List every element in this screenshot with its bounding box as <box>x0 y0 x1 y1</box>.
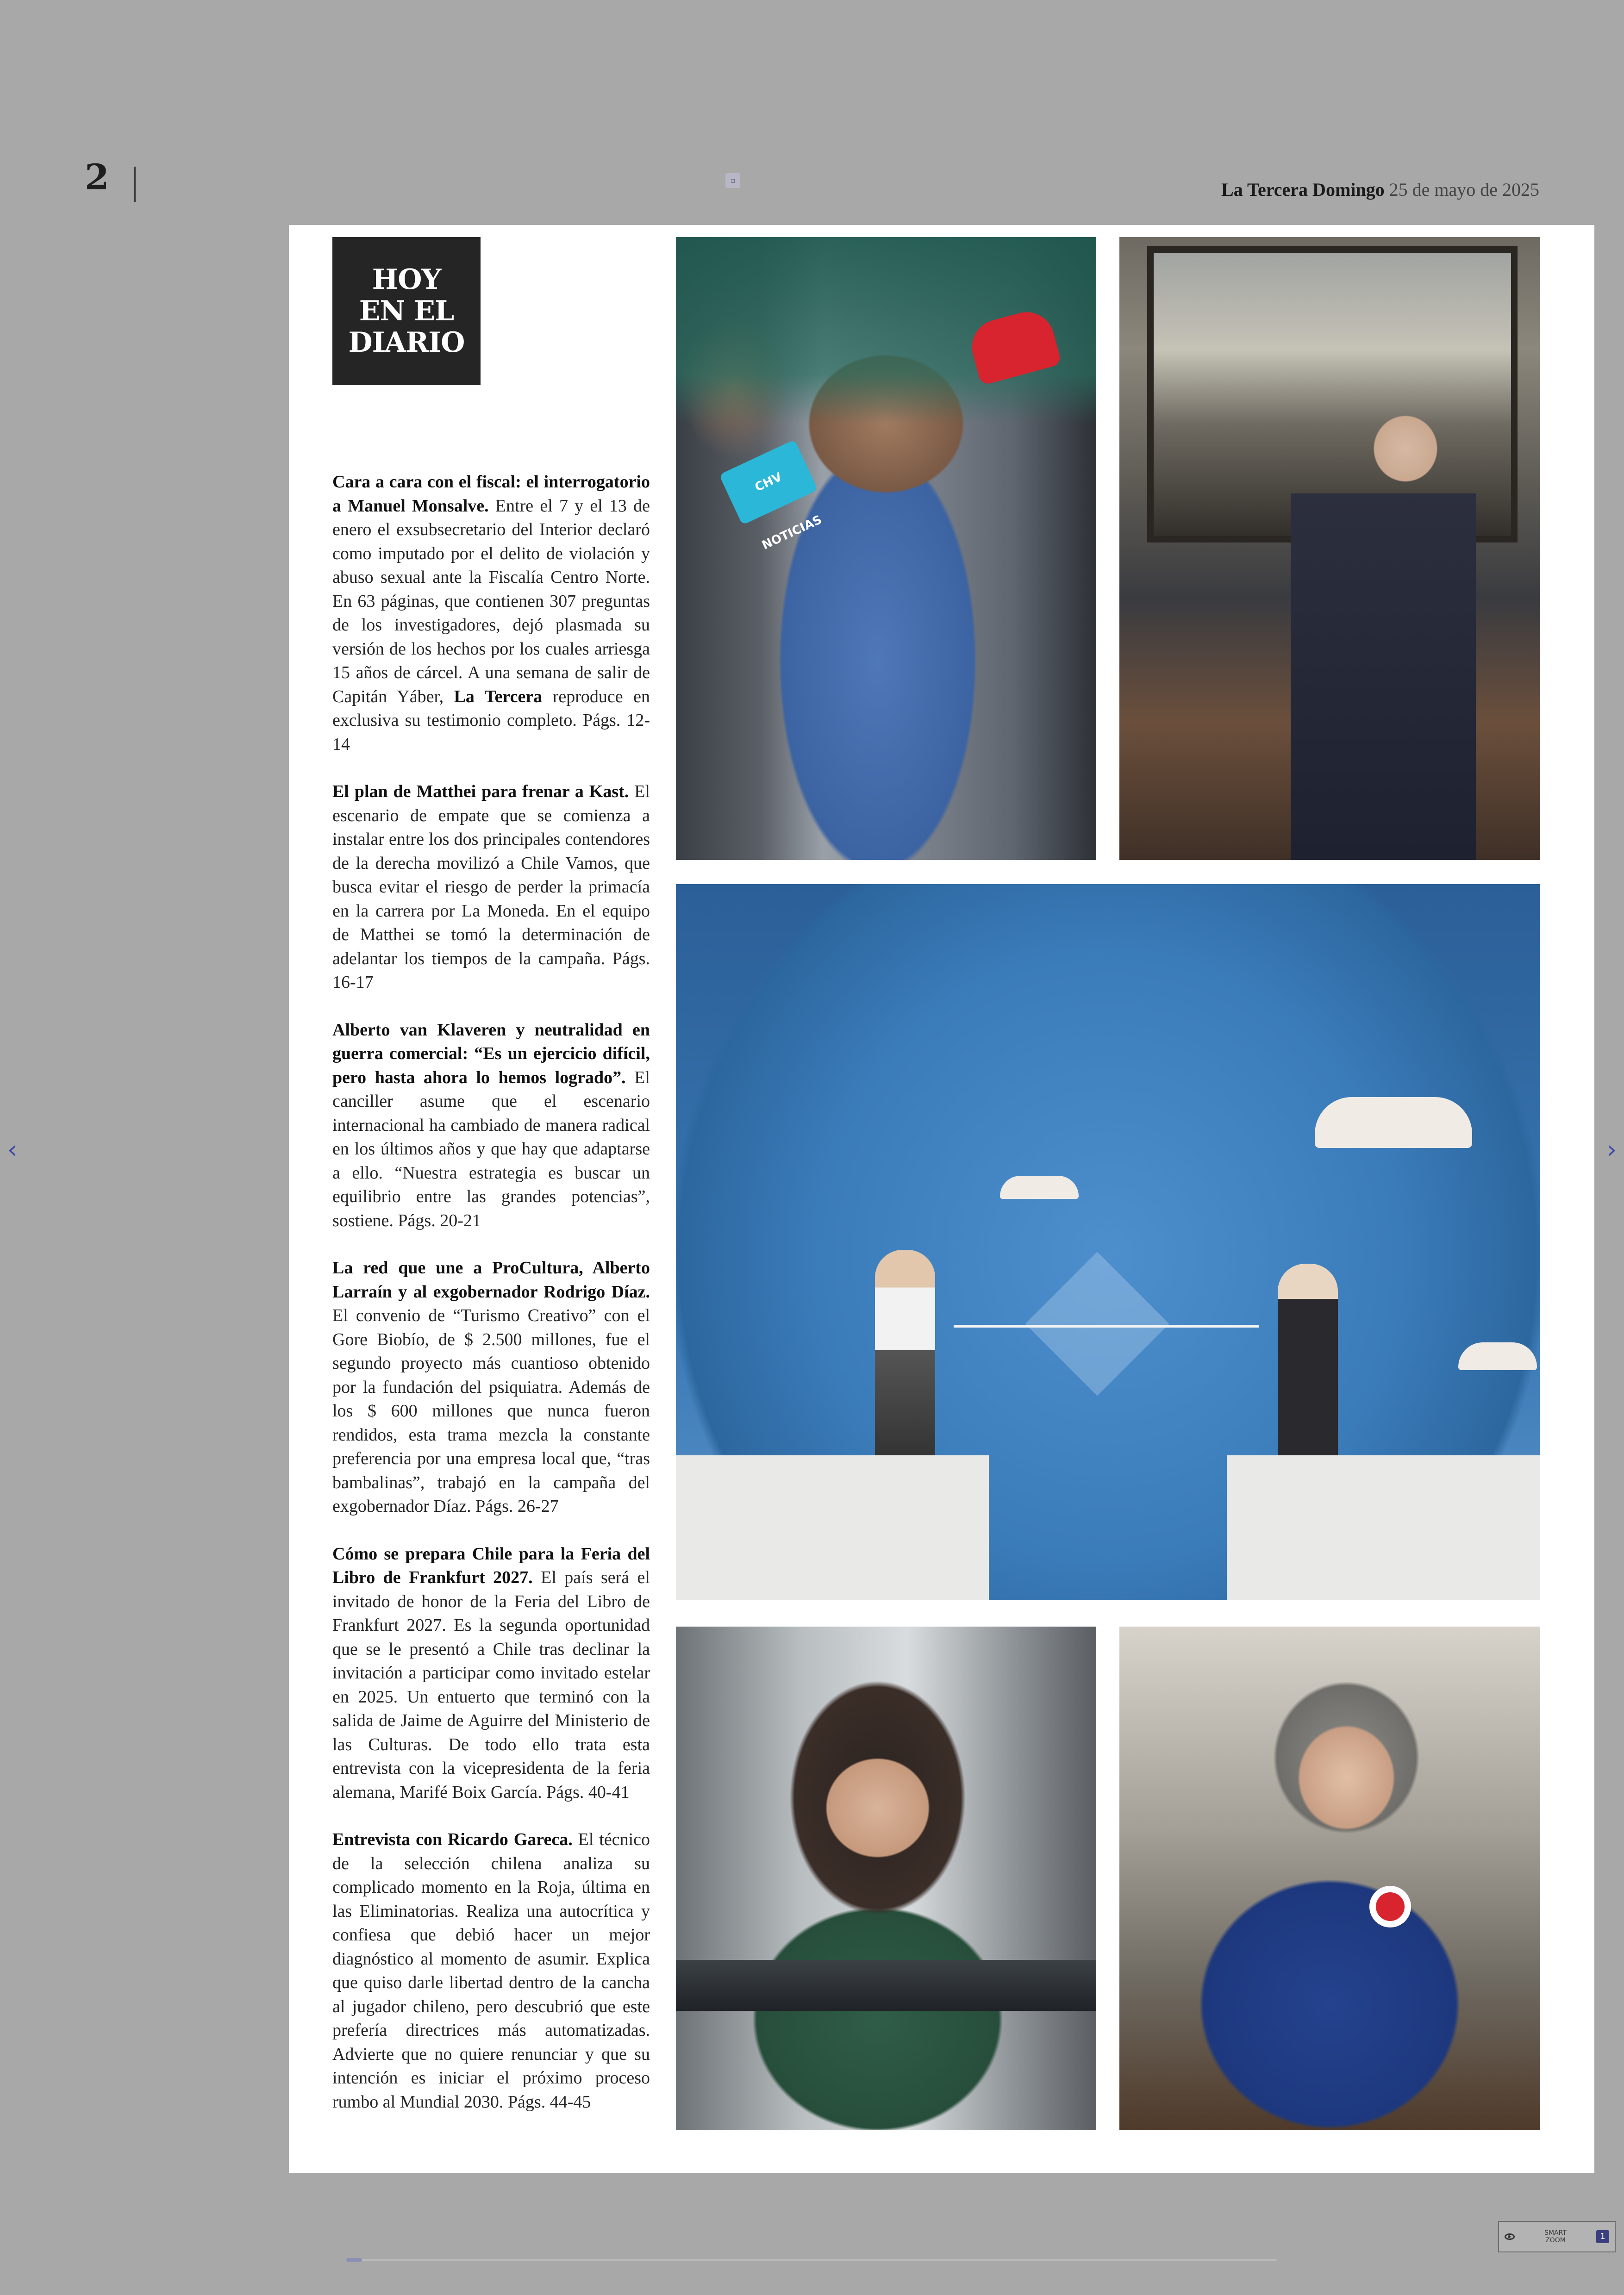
ledge-left <box>676 1455 989 1600</box>
story-body: El país será el invitado de honor de la Feria del Libro de Frankfurt 2027. Es la segunda oportunidad que se le presentó a Chile tras declinar la invitación a participar como invitado estelar en 2025. Un entuerto que terminó con la salida de Jaime de Aguirre del Ministerio de las Culturas. De todo ello trata esta entrevista con la vicepresidenta de la feria alemana, Marifé Boix García. Págs. 40-41 <box>332 1568 650 1802</box>
railing <box>676 1960 1096 2011</box>
story-headline: Alberto van Klaveren y neutralidad en guerra comercial: “Es un ejercicio difícil, pero hasta ahora lo hemos logrado”. <box>332 1020 650 1087</box>
publication-name: La Tercera Domingo <box>1221 179 1385 200</box>
chevron-left-icon[interactable]: ‹ <box>7 1136 17 1164</box>
cloud <box>1458 1342 1537 1370</box>
cloud <box>1315 1097 1472 1148</box>
microphone <box>966 306 1062 386</box>
story-headline: El plan de Matthei para frenar a Kast. <box>332 782 629 801</box>
figure-right <box>1278 1264 1338 1459</box>
smart-zoom-label-line: SMART <box>1544 2229 1567 2237</box>
story-monsalve[interactable] <box>332 470 650 756</box>
eye-icon <box>1505 2233 1515 2240</box>
story-summaries <box>332 470 650 2138</box>
story-body: El canciller asume que el escenario internacional ha cambiado de manera radical en los últimos años y que hay que adaptarse a ello. “Nuestra estrategia es buscar un equilibrio entre las grandes potencias”, sostiene. Págs. 20-21 <box>332 1067 650 1230</box>
page-number: 2 <box>85 156 109 198</box>
story-matthei[interactable] <box>332 780 650 995</box>
microphone-logo: CHV NOTICIAS <box>719 440 818 525</box>
smart-zoom-label-line: ZOOM <box>1545 2237 1566 2244</box>
publication-date: 25 de mayo de 2025 <box>1389 179 1539 200</box>
rope <box>954 1325 1259 1328</box>
story-body: El convenio de “Turismo Creativo” con el Gore Biobío, de $ 2.500 millones, fue el segundo proyecto más cuantioso obtenido por la fundación del psiquiatra. Además de los $ 600 millones que nunca fueron rendidos, esta trama mezcla la constante preferencia por una empresa local que, “tras bambalinas”, trabajó en la campaña del exgobernador Díaz. Págs. 26-27 <box>332 1306 650 1516</box>
story-body-emphasis: La Tercera <box>454 686 543 706</box>
story-gareca[interactable] <box>332 1828 650 2114</box>
star-shape <box>1025 1252 1169 1396</box>
cloud <box>1000 1176 1079 1199</box>
scrollbar-thumb[interactable] <box>346 2258 362 2262</box>
photo-alberto-van-klaveren[interactable] <box>1119 237 1540 860</box>
ledge-right <box>1227 1455 1540 1600</box>
page-scrollbar[interactable] <box>346 2259 1277 2261</box>
story-body: El escenario de empate que se comienza a instalar entre los dos principales contendores de la derecha movilizó a Chile Vamos, que busca evitar el riesgo de perder la primacía en la carrera por La Moneda. En el equipo de Matthei se tomó la determinación de adelantar los tiempos de la campaña. Págs. 16-17 <box>332 782 650 992</box>
figure-left <box>875 1250 935 1459</box>
figure <box>1291 413 1476 860</box>
badge-line: EN EL <box>359 295 454 327</box>
masthead <box>1221 179 1539 200</box>
photo-ricardo-gareca[interactable] <box>1119 1627 1540 2130</box>
story-body: reproduce en exclusiva su testimonio completo. Págs. 12-14 <box>332 686 650 754</box>
story-headline: Cara a cara con el fiscal: el interrogatorio a Manuel Monsalve. <box>332 472 650 516</box>
smart-zoom-label <box>1530 2229 1581 2244</box>
smart-zoom-button[interactable] <box>1498 2221 1616 2252</box>
team-crest <box>1369 1886 1411 1927</box>
story-frankfurt[interactable] <box>332 1542 650 1805</box>
photo-manuel-monsalve[interactable] <box>676 237 1096 860</box>
story-body: El técnico de la selección chilena analiza su complicado momento en la Roja, última en las Eliminatorias. Realiza una autocrítica y confiesa que debió hacer un mejor diagnóstico al momento de asumir. Explica que quiso darle libertad dentro de la cancha al jugador chileno, pero descubrió que este prefería directrices más automatizadas. Advierte que no quiere renunciar y que su intención es iniciar el próximo proceso rumbo al Mundial 2030. Págs. 44-45 <box>332 1830 650 2112</box>
smart-zoom-count: 1 <box>1596 2230 1609 2243</box>
section-badge <box>332 237 481 385</box>
story-van-klaveren[interactable] <box>332 1018 650 1233</box>
page-number-divider <box>134 167 136 202</box>
story-body: Entre el 7 y el 13 de enero el exsubsecretario del Interior declaró como imputado por el delito de violación y abuso sexual ante la Fiscalía Centro Norte. En 63 páginas, que contienen 307 preguntas de los investigadores, dejó plasmada su versión de los hechos por los cuales arriesga 15 años de cárcel. A una semana de salir de Capitán Yáber, <box>332 496 650 706</box>
photo-marife-boix-garcia[interactable] <box>676 1627 1096 2130</box>
hotspot-marker-icon[interactable]: ▫ <box>725 173 740 188</box>
story-headline: Entrevista con Ricardo Gareca. <box>332 1830 573 1849</box>
story-headline: La red que une a ProCultura, Alberto Larraín y al exgobernador Rodrigo Díaz. <box>332 1258 650 1302</box>
chevron-right-icon[interactable]: › <box>1607 1136 1617 1164</box>
badge-line: DIARIO <box>348 326 465 359</box>
story-procultura[interactable] <box>332 1256 650 1519</box>
story-headline: Cómo se prepara Chile para la Feria del Libro de Frankfurt 2027. <box>332 1544 650 1587</box>
badge-line: HOY <box>372 263 441 296</box>
illustration-tug-of-war[interactable] <box>676 884 1540 1600</box>
